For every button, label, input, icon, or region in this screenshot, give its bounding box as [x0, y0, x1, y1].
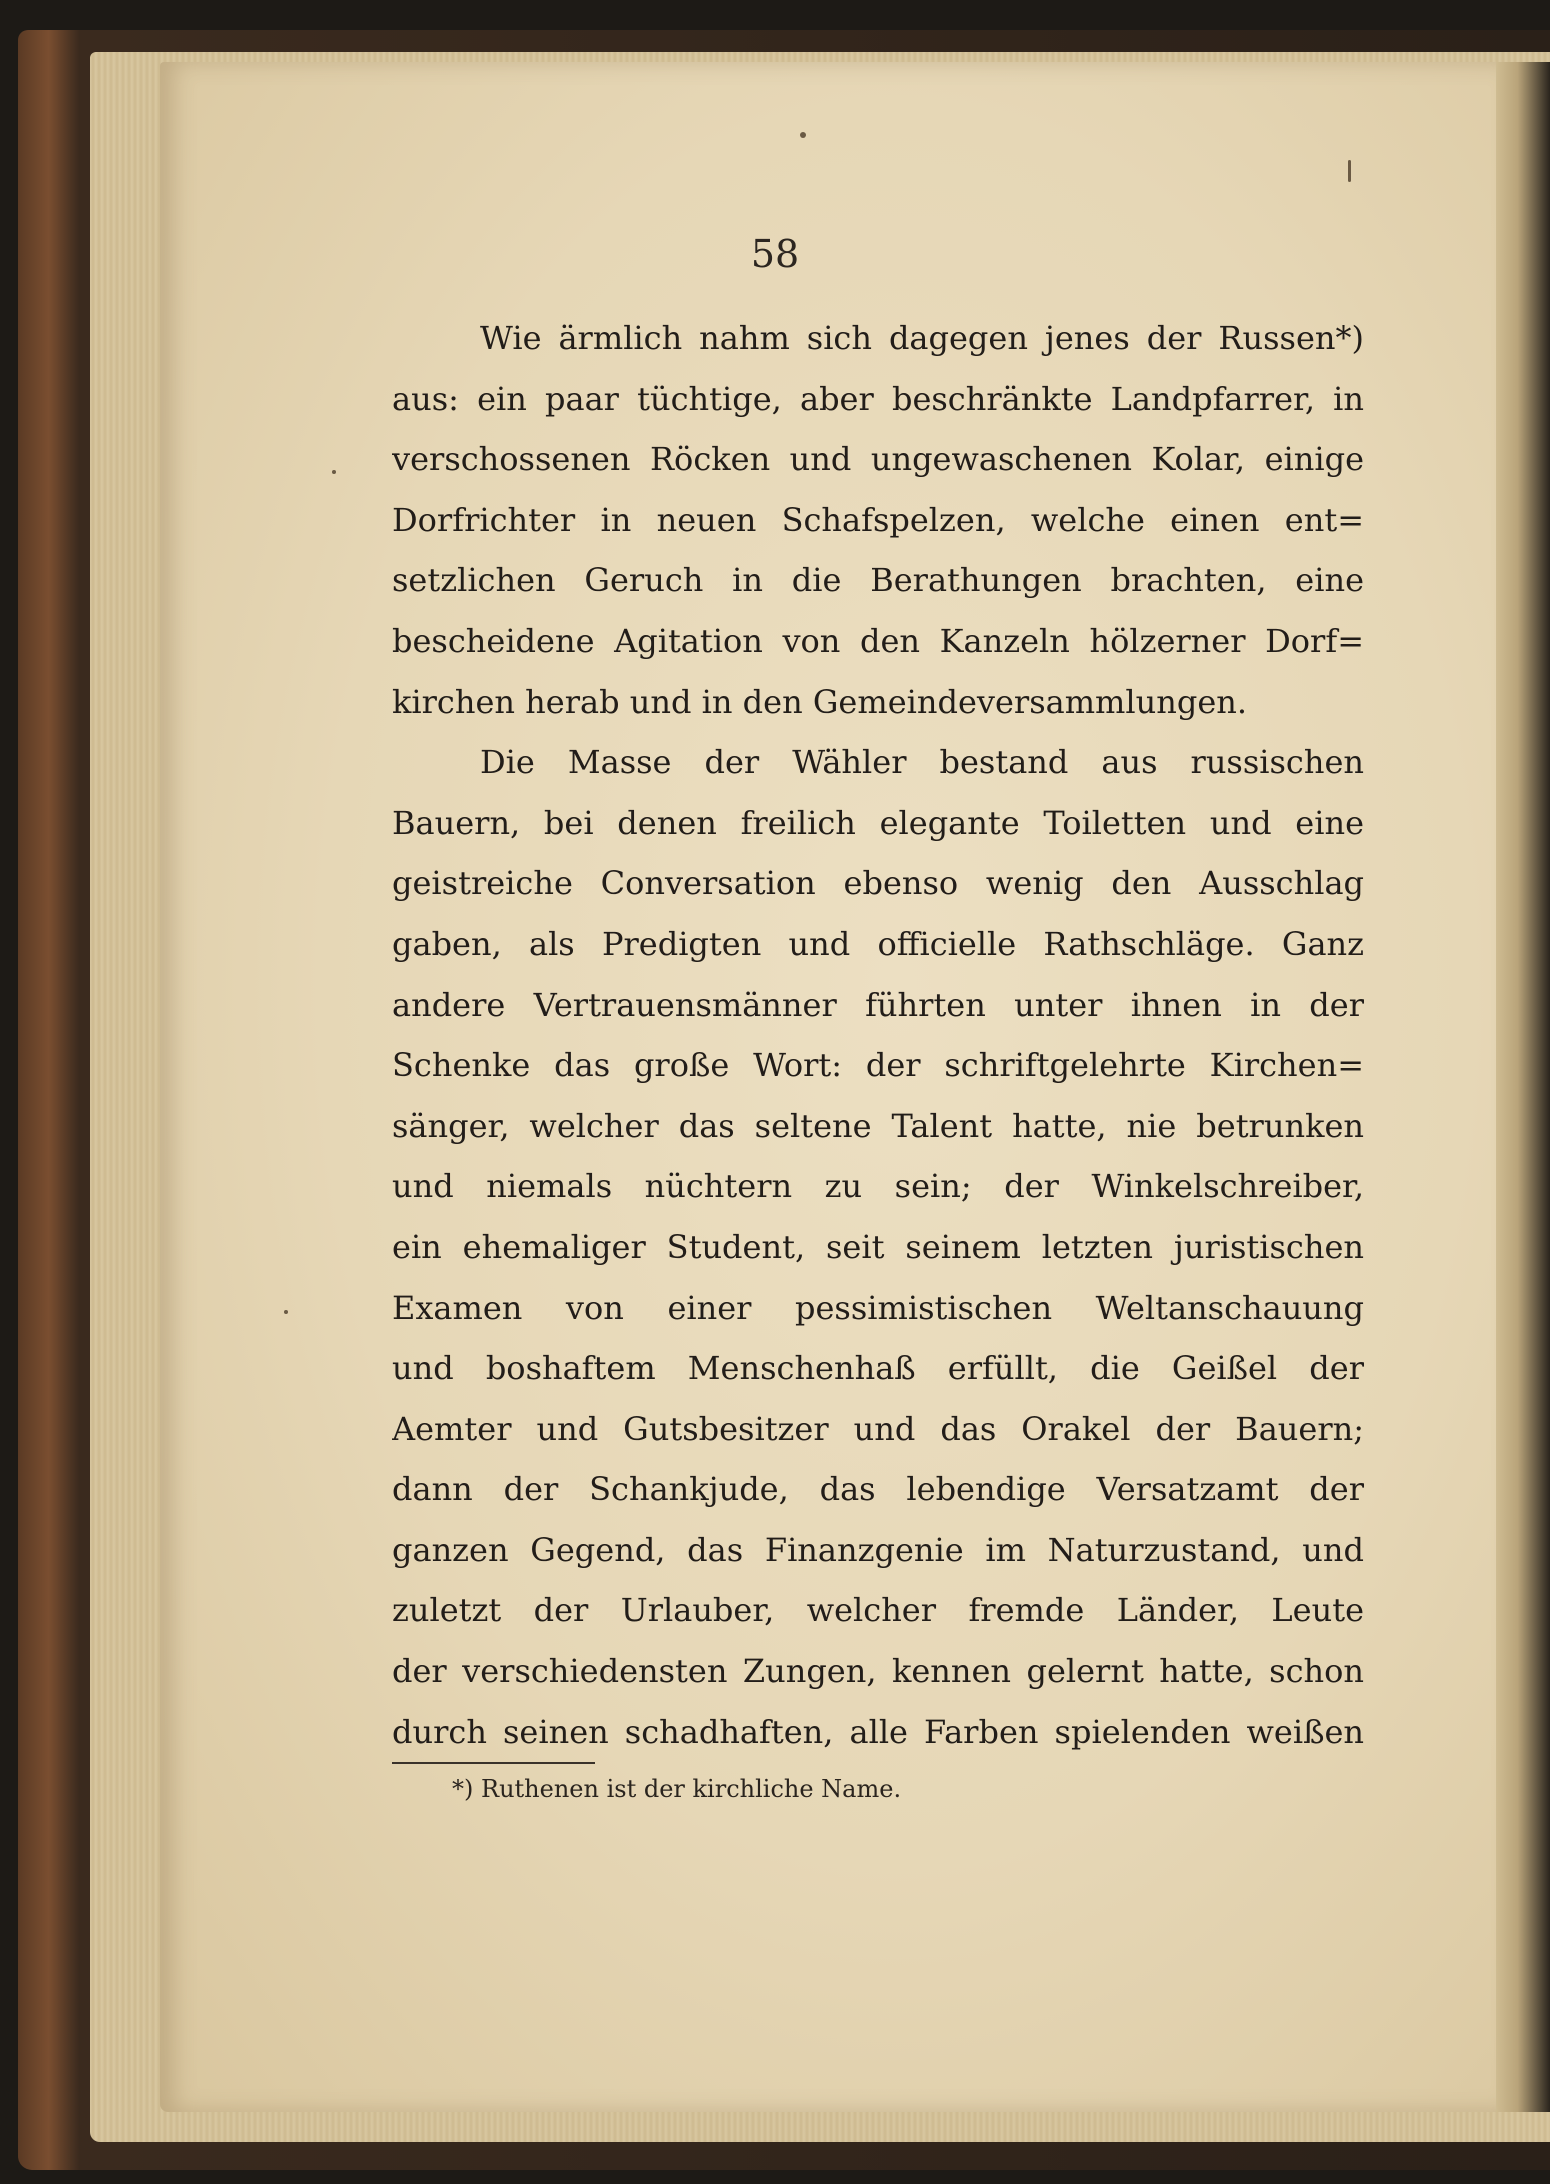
footnote-rule [392, 1762, 595, 1764]
text-line: Die Masse der Wähler bestand aus russischen [480, 743, 1364, 782]
text-line: ein ehemaliger Student, seit seinem letzten juristischen [392, 1227, 1364, 1266]
text-line: und boshaftem Menschenhaß erfüllt, die Geißel der [392, 1349, 1364, 1388]
text-line: setzlichen Geruch in die Berathungen brachten, eine [392, 561, 1364, 600]
text-line: geistreiche Conversation ebenso wenig den Ausschlag [392, 864, 1364, 903]
text-line: zuletzt der Urlauber, welcher fremde Länder, Leute [392, 1591, 1364, 1630]
text-line: sänger, welcher das seltene Talent hatte, nie betrunken [392, 1106, 1364, 1145]
text-line: Examen von einer pessimistischen Weltanschauung [392, 1288, 1364, 1327]
text-line: durch seinen schadhaften, alle Farben spielenden weißen [392, 1712, 1364, 1751]
paper-speck [332, 470, 336, 474]
paper-speck [800, 132, 806, 138]
text-line: Wie ärmlich nahm sich dagegen jenes der Russen*) [480, 319, 1364, 357]
text-line: Bauern, bei denen freilich elegante Toiletten und eine [392, 803, 1364, 842]
text-line: andere Vertrauensmänner führten unter ihnen in der [392, 985, 1364, 1024]
book-gutter [1496, 62, 1550, 2112]
text-line: und niemals nüchtern zu sein; der Winkelschreiber, [392, 1167, 1364, 1206]
text-line: dann der Schankjude, das lebendige Versatzamt der [392, 1470, 1364, 1509]
paper-mark [1348, 160, 1351, 182]
text-line: ganzen Gegend, das Finanzgenie im Naturzustand, und [392, 1530, 1364, 1569]
text-line: der verschiedensten Zungen, kennen gelernt hatte, schon [392, 1652, 1364, 1691]
body-text [392, 308, 1364, 1762]
text-line: kirchen herab und in den Gemeindeversammlungen. [392, 682, 1248, 721]
text-line: gaben, als Predigten und officielle Rathschläge. Ganz [392, 924, 1364, 963]
paper-speck [284, 1310, 288, 1314]
text-line: aus: ein paar tüchtige, aber beschränkte Landpfarrer, in [392, 379, 1364, 418]
text-line: verschossenen Röcken und ungewaschenen Kolar, einige [392, 440, 1364, 479]
text-line: bescheidene Agitation von den Kanzeln hölzerner Dorf= [392, 621, 1364, 660]
text-line: Aemter und Gutsbesitzer und das Orakel der Bauern; [392, 1409, 1364, 1448]
text-line: Dorfrichter in neuen Schafspelzen, welche einen ent= [392, 500, 1364, 539]
text-line: Schenke das große Wort: der schriftgelehrte Kirchen= [392, 1046, 1364, 1085]
page-number: 58 [750, 232, 800, 276]
footnote: *) Ruthenen ist der kirchliche Name. [452, 1775, 902, 1803]
